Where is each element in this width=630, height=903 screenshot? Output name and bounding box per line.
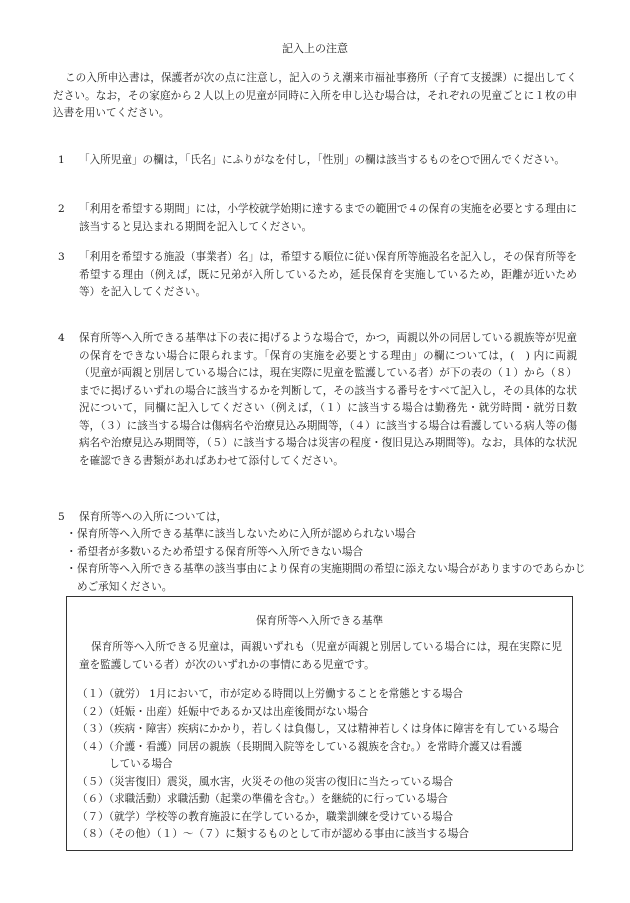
bullet-text: 保育所等へ入所できる基準の該当事由により保育の実施期間の希望に添えない場合がありますのであらかじめご承知ください。 <box>77 563 586 593</box>
bullet-text: 希望者が多数いるため希望する保育所等へ入所できない場合 <box>77 545 364 558</box>
note-text: 「入所児童」の欄は，「氏名」にふりがなを付し，「性別」の欄は該当するものを○で囲んでください。 <box>79 154 565 166</box>
note-item-3 <box>53 249 577 302</box>
note-text: 保育所等へ入所できる基準は下の表に掲げるような場合で，かつ，両親以外の同居している親族等が児童の保育をできない場合に限られます。「保育の実施を必要とする理由」の欄については，( ) 内に両親（児童が両親と別居している場合には，現在実際に児童を監護している者）が下の表の（１）から（８）までに掲げるいずれの場合に該当するかを判断して，その該当する番号をすべて記入し，その具体的な状況について，同欄に記入してください（例えば，（１）に該当する場合は勤務先・就労時間・就労日数等，（３）に該当する場合は傷病名や治療見込み期間等，（４）に該当する場合は看護している病人等の傷病名や治療見込み期間等，（５）に該当する場合は災害の程度・復旧見込み期間等)。なお，具体的な状況を確認できる書類があればあわせて添付してください。 <box>79 332 577 467</box>
standard-item-4 <box>77 739 567 774</box>
note-number: 5 <box>58 511 65 523</box>
standard-item-7 <box>77 809 567 827</box>
note-item-5 <box>53 509 577 527</box>
standard-text: （４）（介護・看護）同居の親族（長期間入院等をしている親族を含む。）を常時介護又は看護 <box>77 740 522 753</box>
standard-text: （６）（求職活動）求職活動（起業の準備を含む。）を継続的に行っている場合 <box>77 793 448 805</box>
standard-item-2 <box>77 704 567 722</box>
page-title: 記入上の注意 <box>282 42 348 55</box>
standards-list <box>77 686 567 844</box>
standard-text: （８）（その他）（１）～（７）に類するものとして市が認める事由に該当する場合 <box>77 828 469 840</box>
standards-title: 保育所等へ入所できる基準 <box>255 615 384 627</box>
bullet-mark: ・ <box>66 545 77 558</box>
standard-text: （７）（就学）学校等の教育施設に在学しているか，職業訓練を受けている場合 <box>77 810 454 823</box>
standard-text: （５）（災害復旧）震災，風水害，火災その他の災害の復旧に当たっている場合 <box>77 775 454 788</box>
bullet-item <box>66 561 586 596</box>
bullet-mark: ・ <box>66 563 77 575</box>
bullet-list <box>66 526 586 596</box>
bullet-item <box>66 544 586 562</box>
note-number: 4 <box>58 332 65 344</box>
note-item-2 <box>53 201 577 236</box>
note-number: 3 <box>58 251 65 263</box>
note-item-4 <box>53 330 577 470</box>
standard-item-8 <box>77 826 567 844</box>
standard-item-1 <box>77 686 567 704</box>
standard-item-6 <box>77 791 567 809</box>
note-text: 「利用を希望する期間」には，小学校就学始期に達するまでの範囲で４の保育の実施を必要とする理由に該当すると見込まれる期間を記入してください。 <box>79 203 577 233</box>
standard-item-5 <box>77 774 567 792</box>
bullet-item <box>66 526 586 544</box>
bullet-mark: ・ <box>66 528 77 540</box>
note-item-1 <box>53 152 577 170</box>
note-text: 「利用を希望する施設（事業者）名」は，希望する順位に従い保育所等施設名を記入し，その保育所等を希望する理由（例えば，既に兄弟が入所しているため，延長保育を実施しているため，距離が近いため等）を記入してください。 <box>79 251 577 298</box>
admission-standards-box <box>66 596 573 851</box>
note-number: 1 <box>58 154 65 166</box>
standard-text: （３）（疾病・障害）疾病にかかり，若しくは負傷し，又は精神若しくは身体に障害を有している場合 <box>77 723 560 735</box>
standard-text: （２）（妊娠・出産）妊娠中であるか又は出産後間がない場合 <box>77 705 369 718</box>
note-text: 保育所等への入所については， <box>79 511 228 523</box>
bullet-text: 保育所等へ入所できる基準に該当しないために入所が認められない場合 <box>77 528 416 540</box>
standards-intro: 保育所等へ入所できる児童は，両親いずれも（児童が両親と別居している場合には，現在実際に児童を監護している者）が次のいずれかの事情にある児童です。 <box>79 641 562 671</box>
note-number: 2 <box>58 203 65 215</box>
standard-text: （１）（就労） 1月において，市が定める時間以上労働することを常態とする場合 <box>77 688 463 700</box>
standard-text-continued: している場合 <box>109 758 173 770</box>
standard-item-3 <box>77 721 567 739</box>
intro-paragraph: この入所申込書は，保護者が次の点に注意し，記入のうえ潮来市福祉事務所（子育て支援課）に提出してください。なお，その家庭から２人以上の児童が同時に入所を申し込む場合は，それぞれの児童ごとに１枚の申込書を用いてください。 <box>53 72 577 119</box>
